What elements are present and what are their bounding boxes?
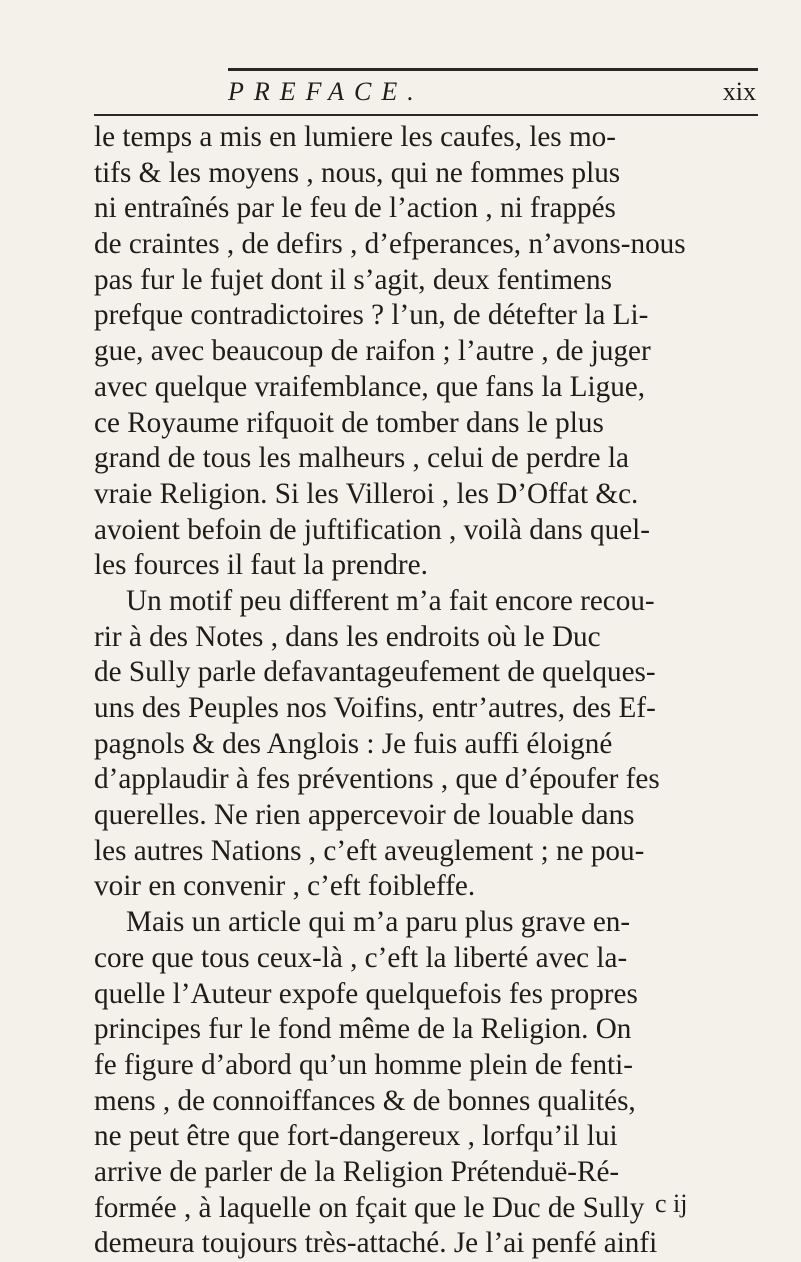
text-line: de Sully parle defavantageufement de quelques- bbox=[94, 656, 656, 689]
paragraph-start-line: Mais un article qui m’a paru plus grave en- bbox=[126, 906, 631, 939]
text-line: ni entraînés par le feu de l’action , ni frappés bbox=[94, 192, 616, 225]
text-line: principes fur le fond même de la Religion. On bbox=[94, 1013, 632, 1046]
text-line: pas fur le fujet dont il s’agit, deux fentimens bbox=[94, 263, 612, 296]
text-line: mens , de connoiffances & de bonnes qualités, bbox=[94, 1084, 636, 1117]
text-line: rir à des Notes , dans les endroits où le Duc bbox=[94, 620, 601, 653]
text-line: ce Royaume rifquoit de tomber dans le plus bbox=[94, 406, 604, 439]
body-text bbox=[94, 120, 774, 1262]
text-line: gue, avec beaucoup de raifon ; l’autre , de juger bbox=[94, 335, 651, 368]
header-top-rule bbox=[228, 68, 758, 71]
text-line: d’applaudir à fes préventions , que d’époufer fes bbox=[94, 763, 660, 796]
text-line: de craintes , de defirs , d’efperances, n’avons-nous bbox=[94, 228, 686, 261]
text-line: arrive de parler de la Religion Prétenduë-Ré- bbox=[94, 1155, 620, 1188]
text-line: quelle l’Auteur expofe quelquefois fes propres bbox=[94, 977, 638, 1010]
text-line: vraie Religion. Si les Villeroi , les D’Offat &c. bbox=[94, 477, 639, 510]
paragraph-start-line: Un motif peu different m’a fait encore recou- bbox=[126, 584, 655, 617]
header-bottom-rule bbox=[94, 114, 758, 116]
text-line: formée , à laquelle on fçait que le Duc de Sully bbox=[94, 1191, 645, 1224]
text-line: avec quelque vraifemblance, que fans la Ligue, bbox=[94, 370, 646, 403]
text-line: fe figure d’abord qu’un homme plein de fenti- bbox=[94, 1048, 633, 1081]
text-line: demeura toujours très-attaché. Je l’ai penfé ainfi bbox=[94, 1227, 658, 1260]
text-line: les fources il faut la prendre. bbox=[94, 549, 428, 582]
text-line: querelles. Ne rien appercevoir de louable dans bbox=[94, 799, 635, 832]
text-line: pagnols & des Anglois : Je fuis auffi éloigné bbox=[94, 727, 613, 760]
signature-mark: c ij bbox=[655, 1189, 688, 1218]
text-line: tifs & les moyens , nous, qui ne fommes plus bbox=[94, 156, 621, 189]
text-line: uns des Peuples nos Voifins, entr’autres, des Ef- bbox=[94, 692, 656, 724]
text-line: voir en convenir , c’eft foibleffe. bbox=[94, 870, 476, 903]
text-line: prefque contradictoires ? l’un, de détefter la Li- bbox=[94, 299, 649, 332]
text-line: core que tous ceux-là , c’eft la liberté avec la- bbox=[94, 941, 628, 974]
text-line: avoient befoin de juftification , voilà dans quel- bbox=[94, 513, 651, 546]
page-number: xix bbox=[722, 77, 756, 106]
text-line: ne peut être que fort-dangereux , lorfqu’il lui bbox=[94, 1120, 618, 1153]
text-line: les autres Nations , c’eft aveuglement ; ne pou- bbox=[94, 834, 645, 867]
running-title: PREFACE. bbox=[228, 77, 424, 106]
text-line: le temps a mis en lumiere les caufes, les mo- bbox=[94, 121, 616, 153]
page-header bbox=[228, 74, 758, 110]
text-line: grand de tous les malheurs , celui de perdre la bbox=[94, 442, 629, 475]
